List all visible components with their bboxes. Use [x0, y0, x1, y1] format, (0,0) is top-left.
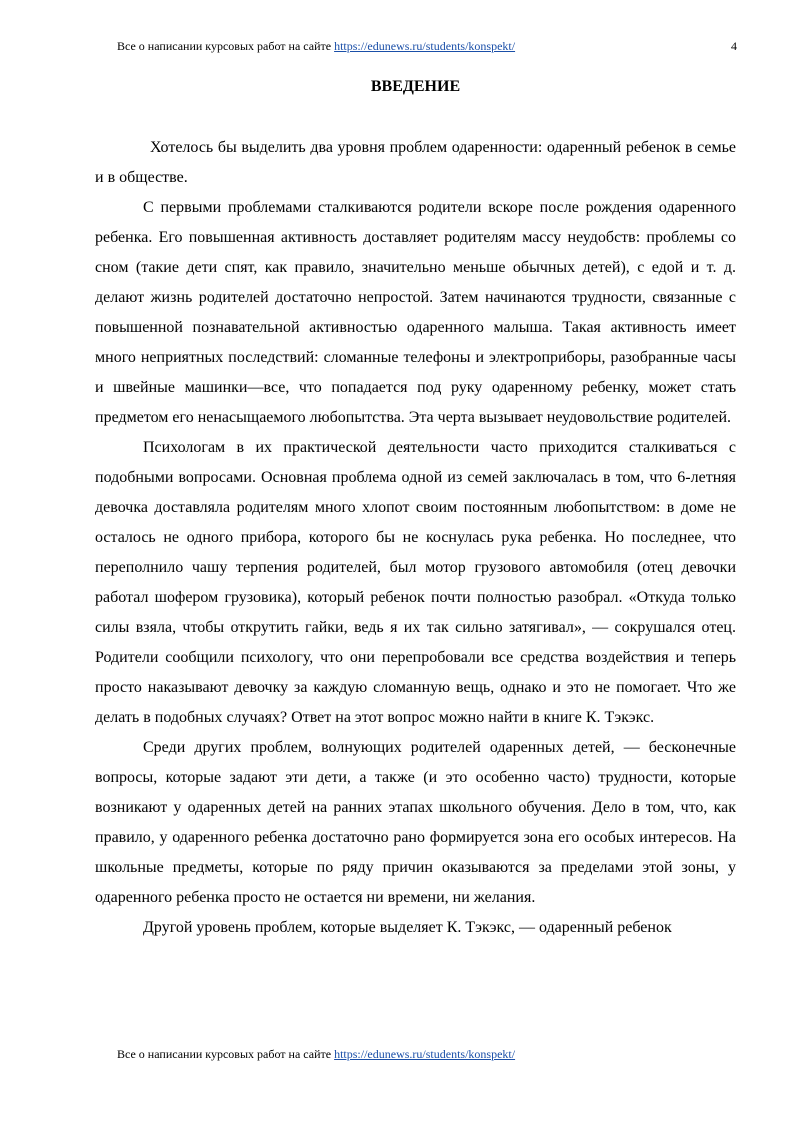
footer-link[interactable]: https://edunews.ru/students/konspekt/: [334, 1047, 516, 1061]
header-text: Все о написании курсовых работ на сайте: [117, 39, 335, 53]
paragraph-4: Среди других проблем, волнующих родителей одаренных детей, — бесконечные вопросы, которые задают эти дети, а также (и это особенно часто) трудности, которые возникают у одаренных детей на ранних этапах школьного обучения. Дело в том, что, как правило, у одаренного ребенка достаточно рано формируется зона его особых интересов. На школьные предметы, которые по ряду причин оказываются за пределами этой зоны, у одаренного ребенка просто не остается ни времени, ни желания.: [95, 739, 736, 906]
document-body: [95, 133, 736, 943]
paragraph-5: Другой уровень проблем, которые выделяет К. Тэкэкс, — одаренный ребенок: [143, 919, 672, 936]
footer-text: Все о написании курсовых работ на сайте: [117, 1047, 335, 1061]
paragraph-3: Психологам в их практической деятельности часто приходится сталкиваться с подобными вопросами. Основная проблема одной из семей заключалась в том, что 6-летняя девочка доставляла родителям много хлопот своим постоянным любопытством: в доме не осталось не одного прибора, которого бы не коснулась рука ребенка. Но последнее, что переполнило чашу терпения родителей, был мотор грузового автомобиля (отец девочки работал шофером грузовика), который ребенок почти полностью разобрал. «Откуда только силы взяла, чтобы открутить гайки, ведь я их так сильно затягивал», — сокрушался отец. Родители сообщили психологу, что они перепробовали все средства воздействия и теперь просто наказывают девочку за каждую сломанную вещь, однако и это не помогает. Что же делать в подобных случаях? Ответ на этот вопрос можно найти в книге К. Тэкэкс.: [95, 439, 736, 726]
page-header: [117, 38, 737, 54]
page-number: 4: [731, 39, 737, 53]
paragraph-1: Хотелось бы выделить два уровня проблем одаренности: одаренный ребенок в семье и в обществе.: [95, 139, 736, 186]
page-title: ВВЕДЕНИЕ: [370, 78, 461, 95]
page-footer: [117, 1046, 737, 1062]
paragraph-2: С первыми проблемами сталкиваются родители вскоре после рождения одаренного ребенка. Его повышенная активность доставляет родителям массу неудобств: проблемы со сном (такие дети спят, как правило, значительно меньше обычных детей), с едой и т. д. делают жизнь родителей достаточно непростой. Затем начинаются трудности, связанные с повышенной познавательной активностью одаренного малыша. Такая активность имеет много неприятных последствий: сломанные телефоны и электроприборы, разобранные часы и швейные машинки—все, что попадается под руку одаренному ребенку, может стать предметом его ненасыщаемого любопытства. Эта черта вызывает неудовольствие родителей.: [95, 199, 736, 426]
header-link[interactable]: https://edunews.ru/students/konspekt/: [334, 39, 516, 53]
